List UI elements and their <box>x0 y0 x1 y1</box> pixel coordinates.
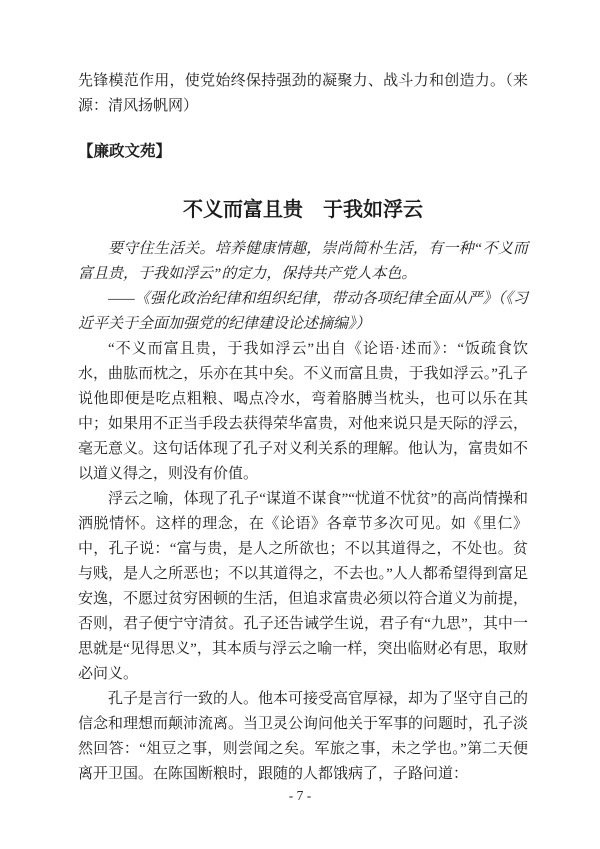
body-paragraph: 浮云之喻，体现了孔子“谋道不谋食”“忧道不忧贫”的高尚情操和洒脱情怀。这样的理念，在《论语》各章节多次可见。如《里仁》中，孔子说：“富与贵，是人之所欲也；不以其道得之，不处也。贫与贱，是人之所恶也；不以其道得之，不去也。”人人都希望得到富足安逸，不愿过贫穷困顿的生活，但追求富贵必须以符合道义为前提，否则，君子便宁守清贫。孔子还告诫学生说，君子有“九思”，其中一思就是“见得思义”，其本质与浮云之喻一样，突出临财必有思，取财必问义。 <box>78 491 529 682</box>
opening-continuation-paragraph: 先锋模范作用，使党始终保持强劲的凝聚力、战斗力和创造力。（来源：清风扬帆网） <box>78 73 528 114</box>
document-body <box>78 69 528 787</box>
section-header: 【廉政文苑】 <box>78 143 172 160</box>
body-paragraph-attribution: ——《强化政治纪律和组织纪律，带动各项纪律全面从严》（《习近平关于全面加强党的纪律建设论述摘编》） <box>78 291 528 332</box>
body-paragraph-quote: 要守住生活关。培养健康情趣，崇尚简朴生活，有一种“不义而富且贵，于我如浮云”的定力，保持共产党人本色。 <box>78 241 528 282</box>
page-number: - 7 - <box>288 788 312 803</box>
body-paragraph: 孔子是言行一致的人。他本可接受高官厚禄，却为了坚守自己的信念和理想而颠沛流离。当卫灵公询问他关于军事的问题时，孔子淡然回答：“俎豆之事，则尝闻之矣。军旅之事，未之学也。”第二天便离开卫国。在陈国断粮时，跟随的人都饿病了，子路问道： <box>78 691 529 782</box>
article-title: 不义而富且贵 于我如浮云 <box>183 199 423 221</box>
body-paragraph: “不义而富且贵，于我如浮云”出自《论语·述而》：“饭疏食饮水，曲肱而枕之，乐亦在其中矣。不义而富且贵，于我如浮云。”孔子说他即便是吃点粗粮、喝点冷水，弯着胳膊当枕头，也可以乐在其中；如果用不正当手段去获得荣华富贵，对他来说只是天际的浮云，毫无意义。这句话体现了孔子对义利关系的理解。他认为，富贵如不以道义得之，则没有价值。 <box>78 341 529 482</box>
